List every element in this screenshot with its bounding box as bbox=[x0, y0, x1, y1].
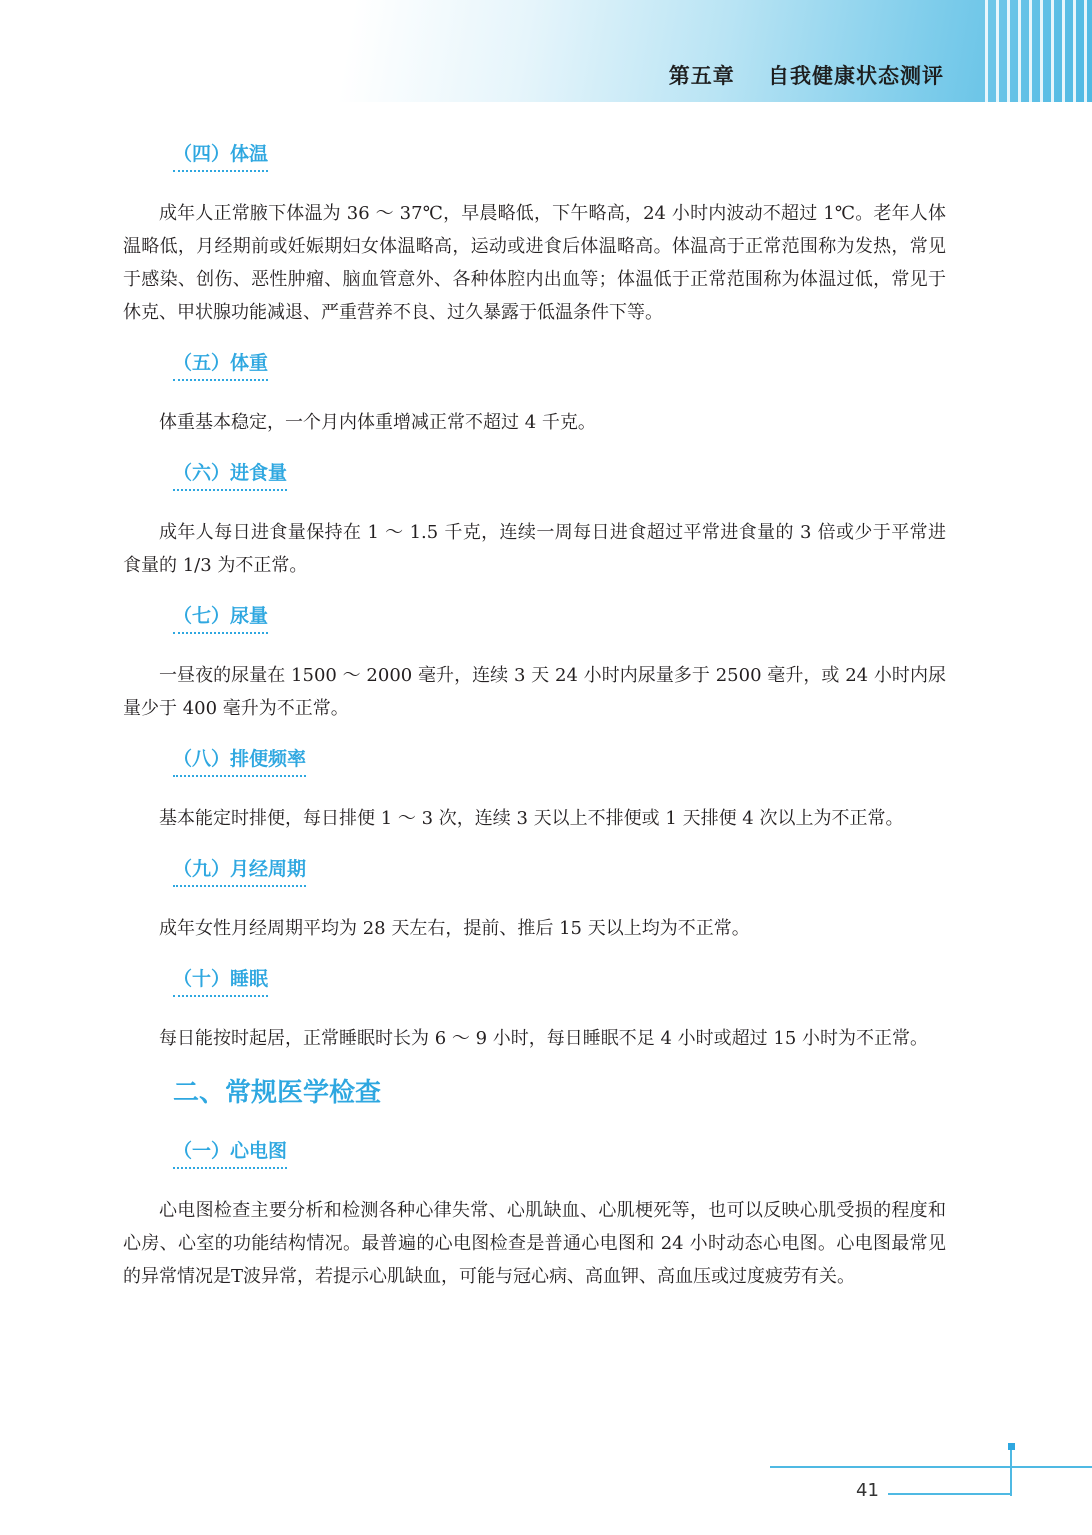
section-heading: （九）月经周期 bbox=[123, 855, 306, 890]
section-paragraph: 成年女性月经周期平均为 28 天左右，提前、推后 15 天以上均为不正常。 bbox=[159, 918, 750, 939]
page-content bbox=[123, 140, 946, 1313]
section-heading: （四）体温 bbox=[123, 140, 268, 175]
section-paragraph: 成年人每日进食量保持在 1 ～ 1.5 千克，连续一周每日进食超过平常进食量的 3 倍或少于平常进食量的 1/3 为不正常。 bbox=[123, 522, 946, 576]
section-heading: （五）体重 bbox=[123, 349, 268, 384]
header-stripes bbox=[985, 0, 1092, 102]
section-paragraph: 基本能定时排便，每日排便 1 ～ 3 次，连续 3 天以上不排便或 1 天排便 4 次以上为不正常。 bbox=[159, 808, 904, 829]
chapter-title: 第五章 自我健康状态测评 bbox=[668, 63, 944, 88]
section-heading: （十）睡眠 bbox=[123, 965, 268, 1000]
footer-dot bbox=[1008, 1443, 1015, 1450]
section-4 bbox=[123, 140, 946, 175]
section-heading: （一）心电图 bbox=[123, 1137, 287, 1172]
section-9 bbox=[123, 855, 946, 890]
major-section-heading: 二、常规医学检查 bbox=[173, 1078, 382, 1108]
section-paragraph: 每日能按时起居，正常睡眠时长为 6 ～ 9 小时，每日睡眠不足 4 小时或超过 15 小时为不正常。 bbox=[159, 1028, 929, 1049]
section-paragraph: 一昼夜的尿量在 1500 ～ 2000 毫升，连续 3 天 24 小时内尿量多于 2500 毫升，或 24 小时内尿量少于 400 毫升为不正常。 bbox=[123, 665, 946, 719]
section-paragraph: 成年人正常腋下体温为 36 ～ 37℃，早晨略低，下午略高，24 小时内波动不超过 1℃。老年人体温略低，月经期前或妊娠期妇女体温略高，运动或进食后体温略高。体温高于正常范围称为发热，常见于感染、创伤、恶性肿瘤、脑血管意外、各种体腔内出血等；体温低于正常范围称为体温过低，常见于休克、甲状腺功能减退、严重营养不良、过久暴露于低温条件下等。 bbox=[123, 203, 946, 323]
section-heading: （六）进食量 bbox=[123, 459, 287, 494]
section-paragraph: 体重基本稳定，一个月内体重增减正常不超过 4 千克。 bbox=[159, 412, 596, 433]
section-10 bbox=[123, 965, 946, 1000]
page-number: 41 bbox=[856, 1480, 879, 1501]
footer-vertical-rule bbox=[1010, 1448, 1012, 1496]
footer-page-rule bbox=[888, 1493, 1010, 1495]
section-heading: （七）尿量 bbox=[123, 602, 268, 637]
section-heading: （八）排便频率 bbox=[123, 745, 306, 780]
footer-rule bbox=[770, 1466, 1092, 1468]
section-8 bbox=[123, 745, 946, 780]
subsection-1 bbox=[123, 1137, 946, 1172]
section-7 bbox=[123, 602, 946, 637]
section-5 bbox=[123, 349, 946, 384]
section-paragraph: 心电图检查主要分析和检测各种心律失常、心肌缺血、心肌梗死等，也可以反映心肌受损的程度和心房、心室的功能结构情况。最普遍的心电图检查是普通心电图和 24 小时动态心电图。心电图最常见的异常情况是T波异常，若提示心肌缺血，可能与冠心病、高血钾、高血压或过度疲劳有关。 bbox=[123, 1200, 946, 1287]
section-6 bbox=[123, 459, 946, 494]
